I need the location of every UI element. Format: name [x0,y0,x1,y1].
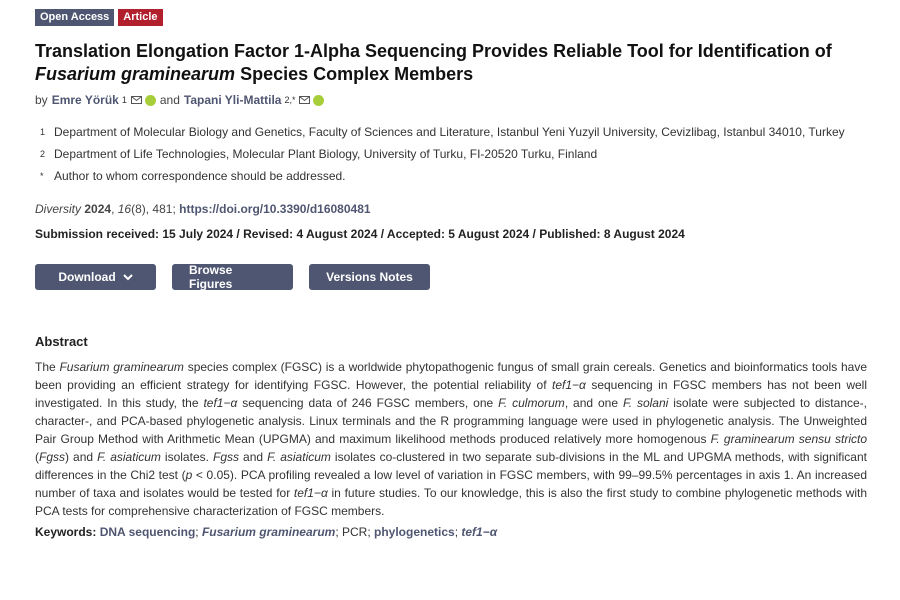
citation-sep: , [111,202,118,216]
abs-seg: Fgss [212,450,239,464]
citation-line [35,202,867,216]
affiliations [40,124,867,185]
abs-seg: p [185,468,193,482]
affiliation-text: Department of Life Technologies, Molecular Plant Biology, University of Turku, FI-20520 Turku, Finland [54,147,598,161]
email-icon[interactable] [131,96,142,104]
abs-seg: F. asiaticum [267,450,331,464]
abs-seg: species complex (FGSC) is a worldwide phytopathogenic fungus of small grain cereals. Genetics and bioinformatics tools have been providing an efficient strategy for identifying FGSC. However, the potential reliability of [35,360,868,392]
title-part2: Species Complex Members [235,64,474,84]
publication-dates: Submission received: 15 July 2024 / Revised: 4 August 2024 / Accepted: 5 August 2024 / Published: 8 August 2024 [35,227,685,241]
abs-seg: sequencing in FGSC members has not been well investigated. In this study, the [35,378,868,410]
keywords-line [35,525,867,539]
title-italic: Fusarium graminearum [35,64,236,84]
orcid-icon[interactable] [313,95,324,106]
author-2-sup: 2,* [284,95,296,105]
keyword-link[interactable]: Fusarium graminearum [201,525,336,539]
keyword-link[interactable]: tef1−α [461,525,498,539]
download-button[interactable] [35,264,156,290]
author-1-sup: 1 [121,95,127,105]
article-title [35,40,867,86]
keywords-label: Keywords: [35,525,97,539]
orcid-icon[interactable] [145,95,156,106]
action-buttons [35,264,867,290]
author-link-1[interactable]: Emre Yörük [51,93,119,107]
abs-seg: isolates. [160,450,213,464]
abs-seg: The [35,360,60,374]
abs-seg: , and one [564,396,623,410]
by-label: by [35,93,48,107]
abs-seg: isolate were subjected to distance-, character-, and PCA-based phylogenetic analysis. Linux terminals and the R programming language were used in phylogenetic analysis. The Unweighted Pair Group Method with Arithmetic Mean (UPGMA) and maximum likelihood methods produced relatively more homogenous [35,396,867,446]
article-type-badge: Article [118,9,162,26]
affiliation-item [40,168,867,185]
abs-seg: in future studies. To our knowledge, this is also the first study to combine phylogenetic methods with PCA tests for comprehensive characterization of FGSC members. [35,486,867,518]
citation-volume: 16 [117,202,132,216]
abstract-heading: Abstract [35,334,88,349]
and-label: and [159,93,180,107]
abs-seg: F. graminearum sensu stricto [710,432,867,446]
abs-seg: sequencing data of 246 FGSC members, one [237,396,499,410]
article-header [35,9,867,539]
affiliation-number: 2 [40,149,46,159]
keyword-sep: ; [367,525,375,539]
badges [35,9,867,26]
chevron-down-icon [123,273,133,281]
abs-seg: F. solani [622,396,669,410]
abs-seg: tef1−α [203,396,238,410]
open-access-badge[interactable]: Open Access [35,9,114,26]
keyword-sep: ; [195,525,202,539]
download-label: Download [58,270,116,284]
affiliation-text: Department of Molecular Biology and Genetics, Faculty of Sciences and Literature, Istanbul Yeni Yuzyil University, Cevizlibag, Istanbul 34010, Turkey [54,125,845,139]
abs-seg: tef1−α [552,378,586,392]
keyword-sep: ; [335,525,342,539]
abs-seg: Fgss [39,450,66,464]
abs-seg: F. asiaticum [97,450,161,464]
browse-figures-button[interactable]: Browse Figures [172,264,293,290]
doi-link[interactable]: https://doi.org/10.3390/d16080481 [179,202,371,216]
journal-name: Diversity [35,202,82,216]
abs-seg: F. culmorum [498,396,565,410]
abs-seg: isolates co-clustered in two separate sub-divisions in the ML and UPGMA methods, with significant differences in the Chi2 test ( [35,450,867,482]
affiliation-item [40,146,867,163]
abs-seg: ( [35,450,39,464]
keyword-link[interactable]: DNA sequencing [99,525,196,539]
versions-notes-button[interactable]: Versions Notes [309,264,430,290]
abs-seg: tef1−α [293,486,328,500]
affiliation-number: 1 [40,127,46,137]
abs-seg: < 0.05). PCA profiling revealed a low level of variation in FGSC members, with 99–99.5% percentages in axis 1. An increased number of taxa and isolates would be tested for [35,468,867,500]
abs-seg: ) and [65,450,98,464]
citation-year: 2024 [84,202,112,216]
abs-seg: Fusarium graminearum [59,360,184,374]
author-link-2[interactable]: Tapani Yli-Mattila [183,93,282,107]
keyword-sep: ; [454,525,462,539]
email-icon[interactable] [299,96,310,104]
keyword-link[interactable]: PCR [342,525,368,539]
abstract-text [35,358,867,520]
author-line [35,93,867,107]
abs-seg: and [239,450,268,464]
affiliation-number: * [40,171,44,181]
affiliation-text: Author to whom correspondence should be addressed. [54,169,346,183]
title-part1: Translation Elongation Factor 1-Alpha Sequencing Provides Reliable Tool for Identification of [35,41,832,61]
affiliation-item [40,124,867,141]
keyword-link[interactable]: phylogenetics [374,525,455,539]
citation-issue-pages: (8), 481; [131,202,180,216]
